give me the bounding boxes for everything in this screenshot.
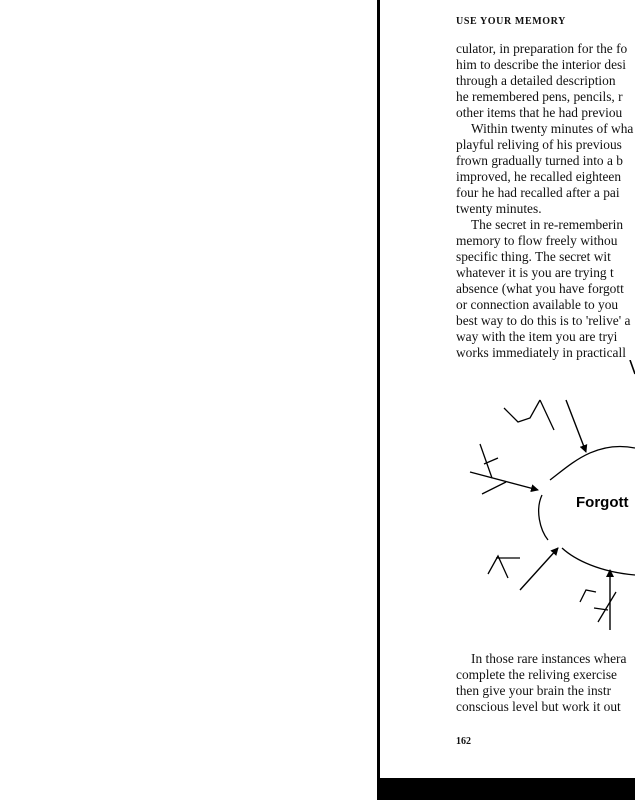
text-line: frown gradually turned into a b	[456, 153, 623, 168]
center-circle-left	[539, 495, 548, 540]
text-line: four he had recalled after a pai	[456, 185, 620, 200]
scan-bottom-edge	[377, 778, 635, 800]
text-line: Within twenty minutes of wha	[471, 121, 634, 136]
text-line: playful reliving of his previous	[456, 137, 622, 152]
center-circle-bottom	[562, 548, 635, 575]
page-number: 162	[456, 736, 471, 747]
text-line: absence (what you have forgott	[456, 281, 624, 296]
text-line: through a detailed description	[456, 73, 616, 88]
text-line: The secret in re-rememberin	[471, 217, 624, 232]
text-line: other items that he had previou	[456, 105, 623, 120]
text-line: works immediately in practicall	[456, 345, 626, 360]
diagram-center-label: Forgott	[576, 494, 629, 511]
text-line: memory to flow freely withou	[456, 233, 618, 248]
upper-left-branch	[504, 400, 586, 452]
text-line: way with the item you are tryi	[456, 329, 618, 344]
text-line: best way to do this is to 'relive' a	[456, 313, 631, 328]
top-branch	[630, 360, 635, 374]
text-line: improved, he recalled eighteen	[456, 169, 622, 184]
bottom-branch	[580, 570, 616, 630]
text-line: twenty minutes.	[456, 201, 542, 216]
lower-left-branch	[488, 548, 558, 590]
text-line: then give your brain the instr	[456, 683, 612, 698]
text-line: he remembered pens, pencils, r	[456, 89, 623, 104]
text-line: culator, in preparation for the fo	[456, 41, 628, 56]
text-line: In those rare instances whera	[471, 651, 627, 666]
text-line: or connection available to you	[456, 297, 619, 312]
text-line: him to describe the interior desi	[456, 57, 626, 72]
left-branch	[470, 444, 538, 494]
text-line: complete the reliving exercise	[456, 667, 617, 682]
text-line: conscious level but work it out	[456, 699, 621, 714]
forgotten-item-diagram	[380, 360, 635, 640]
text-line: specific thing. The secret wit	[456, 249, 611, 264]
book-page	[380, 0, 635, 778]
running-header: USE YOUR MEMORY	[456, 16, 566, 27]
text-line: whatever it is you are trying t	[456, 265, 614, 280]
center-circle	[550, 446, 635, 480]
